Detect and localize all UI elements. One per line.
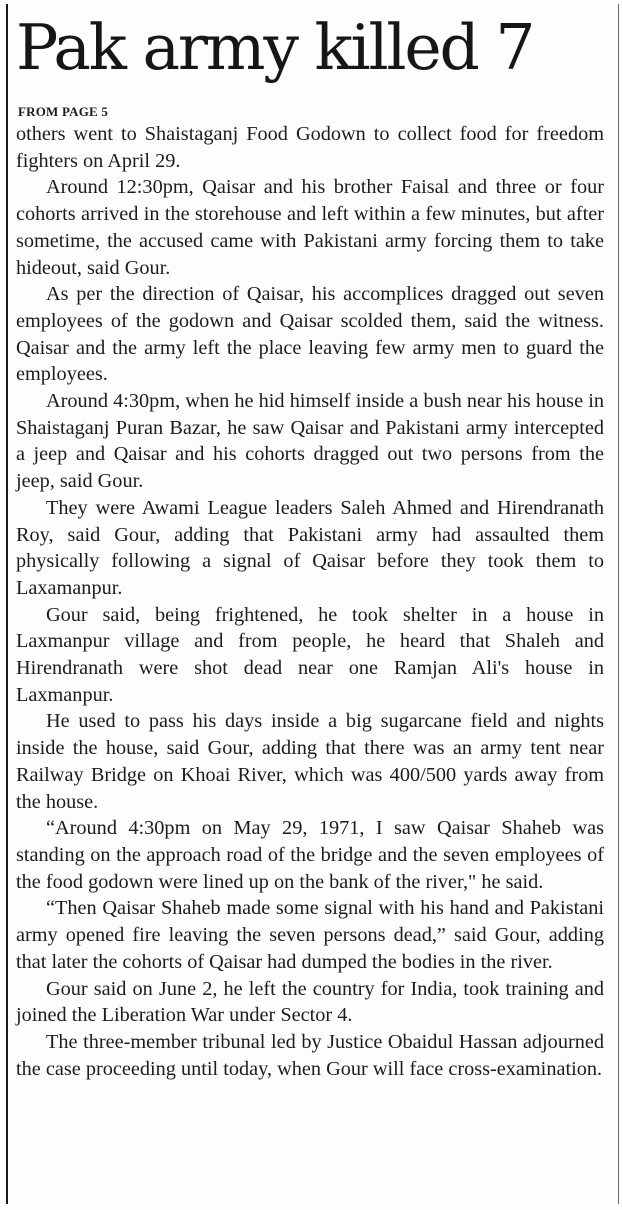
- paragraph: “Then Qaisar Shaheb made some signal with his hand and Pakistani army opened fire leaving the seven persons dead,” said Gour, adding that later the cohorts of Qaisar had dumped the bodies in the river.: [16, 897, 604, 973]
- column-rule-left: [6, 4, 8, 1204]
- article-body: [16, 103, 604, 1082]
- column-rule-right: [618, 4, 619, 1204]
- paragraph: Around 12:30pm, Qaisar and his brother Faisal and three or four cohorts arrived in the storehouse and left within a few minutes, but after sometime, the accused came with Pakistani army forcing them to take hideout, said Gour.: [16, 176, 604, 279]
- jump-label: FROM PAGE 5: [18, 104, 109, 119]
- headline: Pak army killed 7: [16, 11, 534, 84]
- paragraph: As per the direction of Qaisar, his accomplices dragged out seven employees of the godown and Qaisar scolded them, said the witness. Qaisar and the army left the place leaving few army men to guard the employees.: [16, 283, 604, 386]
- paragraph: Gour said, being frightened, he took shelter in a house in Laxmanpur village and from people, he heard that Shaleh and Hirendranath were shot dead near one Ramjan Ali's house in Laxmanpur.: [16, 603, 604, 706]
- paragraph: Gour said on June 2, he left the country for India, took training and joined the Liberation War under Sector 4.: [16, 977, 604, 1027]
- paragraph: others went to Shaistaganj Food Godown to collect food for freedom fighters on April 29.: [16, 123, 604, 172]
- paragraph: The three-member tribunal led by Justice Obaidul Hassan adjourned the case proceeding until today, when Gour will face cross-examination.: [16, 1030, 604, 1080]
- paragraph: They were Awami League leaders Saleh Ahmed and Hirendranath Roy, said Gour, adding that Pakistani army had assaulted them physically following a signal of Qaisar before they took them to Laxamanpur.: [16, 496, 604, 599]
- paragraph: He used to pass his days inside a big sugarcane field and nights inside the house, said Gour, adding that there was an army tent near Railway Bridge on Khoai River, which was 400/500 yards away from the house.: [16, 710, 604, 813]
- paragraph: Around 4:30pm, when he hid himself inside a bush near his house in Shaistaganj Puran Bazar, he saw Qaisar and Pakistani army intercepted a jeep and Qaisar and his cohorts dragged out two persons from the jeep, said Gour.: [16, 390, 604, 493]
- paragraph: “Around 4:30pm on May 29, 1971, I saw Qaisar Shaheb was standing on the approach road of the bridge and the seven employees of the food godown were lined up on the bank of the river," he said.: [16, 817, 604, 893]
